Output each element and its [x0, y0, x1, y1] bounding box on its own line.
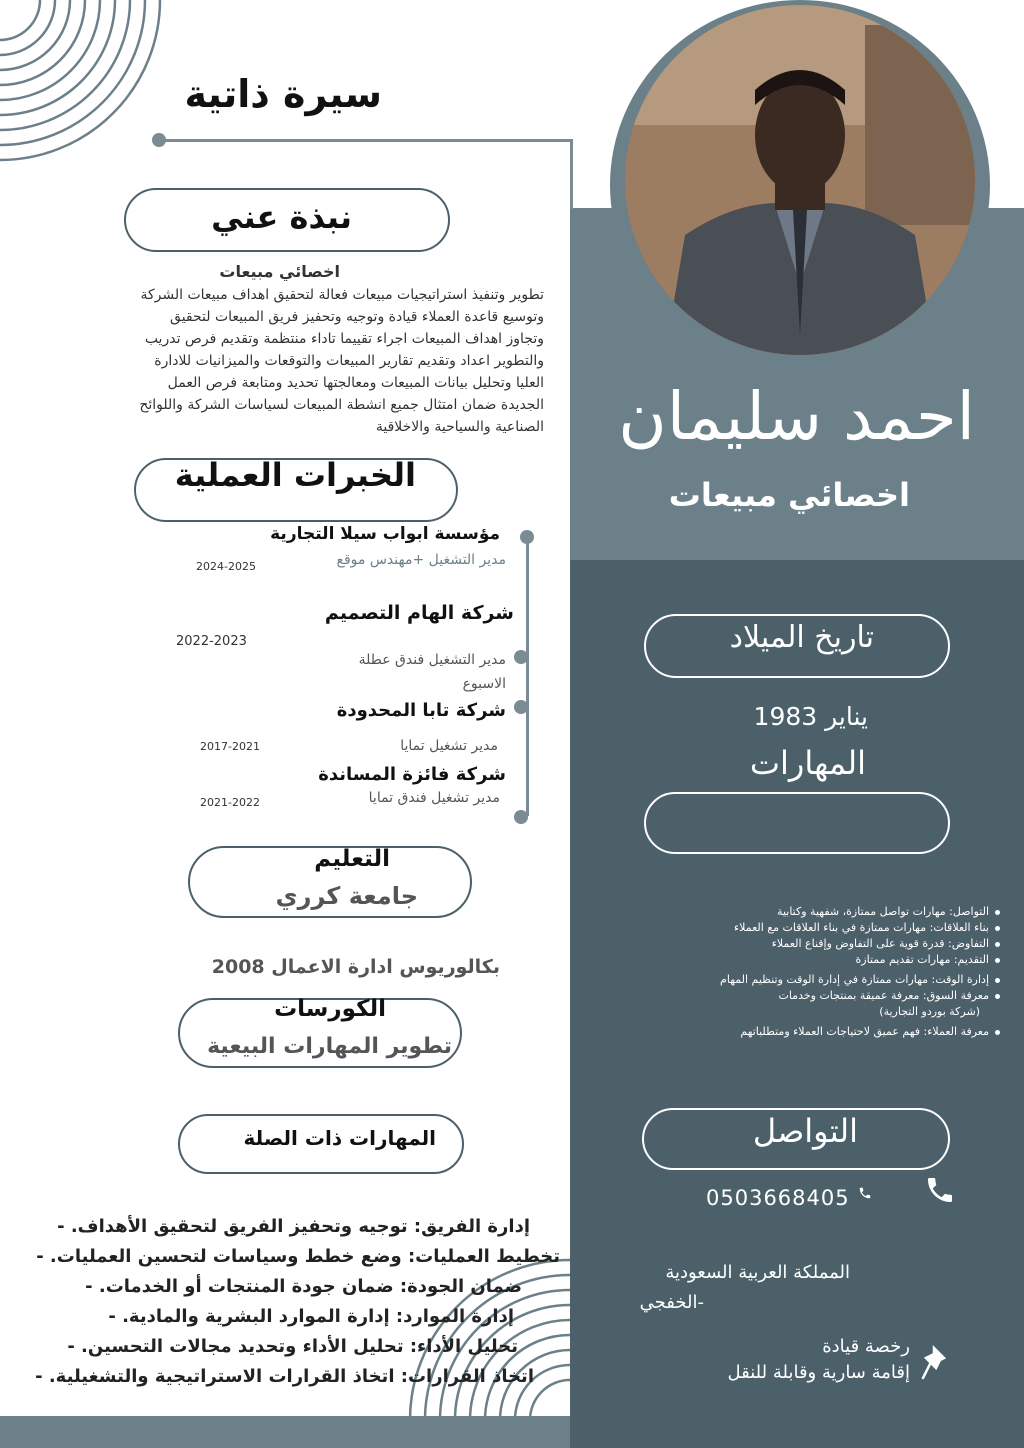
related-skill-item: تحليل الأداء: تحليل الأداء وتحديد مجالات التحسين. -	[67, 1336, 518, 1357]
experience-timeline-line	[526, 538, 529, 816]
exp-role: مدير تشغيل فندق تمايا	[368, 790, 500, 806]
skill-text: بناء العلاقات: مهارات ممتازة في بناء العلاقات مع العملاء	[734, 921, 989, 934]
related-skill-item: تخطيط العمليات: وضع خطط وسياسات لتحسين العمليات. -	[36, 1246, 560, 1267]
person-job-title: اخصائي مبيعات	[668, 476, 910, 514]
bottom-strip	[0, 1416, 570, 1448]
experience-heading: الخبرات العملية	[174, 456, 416, 494]
contact-residency: إقامة سارية وقابلة للنقل	[727, 1362, 910, 1383]
title-connector-dot	[152, 133, 166, 147]
decorative-arcs-top	[0, 0, 170, 200]
skill-item	[610, 952, 1000, 968]
exp-company: شركة فائزة المساندة	[318, 764, 506, 785]
page-title: سيرة ذاتية	[184, 72, 382, 116]
skill-item	[610, 936, 1000, 952]
timeline-dot	[520, 530, 534, 544]
birth-value: يناير 1983	[753, 702, 868, 731]
profile-photo-illustration	[625, 5, 975, 355]
education-heading: التعليم	[314, 846, 390, 872]
about-line: الصناعية والسياحية والاخلاقية	[375, 419, 544, 435]
skill-item	[610, 1004, 1000, 1020]
skills-heading: المهارات	[749, 744, 866, 782]
skill-text: معرفة العملاء: فهم عميق لاحتياجات العملاء ومتطلباتهم	[740, 1025, 989, 1038]
bullet-icon	[995, 910, 1000, 915]
contact-heading: التواصل	[752, 1112, 858, 1150]
related-skills-list	[35, 1216, 560, 1396]
timeline-dot	[514, 810, 528, 824]
contact-country: المملكة العربية السعودية	[665, 1262, 850, 1283]
education-university: جامعة كرري	[275, 882, 418, 910]
skill-text: معرفة السوق: معرفة عميقة بمنتجات وخدمات	[778, 989, 989, 1002]
bullet-icon	[995, 978, 1000, 983]
skill-item	[610, 988, 1000, 1004]
skills-list	[610, 904, 1000, 1040]
related-skills-heading: المهارات ذات الصلة	[243, 1126, 436, 1150]
courses-heading: الكورسات	[274, 996, 386, 1022]
exp-company: مؤسسة ابواب سيلا التجارية	[270, 524, 500, 544]
skill-item	[610, 972, 1000, 988]
about-heading: نبذة عني	[211, 198, 352, 236]
small-phone-icon	[858, 1186, 872, 1200]
related-skill-item: إدارة الموارد: إدارة الموارد البشرية والمادية. -	[108, 1306, 514, 1327]
about-line: العليا وتحليل بيانات المبيعات ومعالجتها تحديد ومتابعة فرص العمل	[167, 375, 544, 391]
skill-text: التواصل: مهارات تواصل ممتازة، شفهية وكتابية	[777, 905, 989, 918]
profile-photo	[625, 5, 975, 355]
related-skill-item: إدارة الفريق: توجيه وتحفيز الفريق لتحقيق الأهداف. -	[57, 1216, 530, 1237]
pushpin-icon	[920, 1344, 950, 1384]
about-subtitle: اخصائي مبيعات	[219, 262, 340, 281]
exp-years: 2017-2021	[200, 740, 260, 753]
skill-text: إدارة الوقت: مهارات ممتازة في إدارة الوقت وتنظيم المهام	[720, 973, 989, 986]
bullet-icon	[995, 994, 1000, 999]
related-skill-item: اتخاذ القرارات: اتخاذ القرارات الاستراتيجية والتشغيلية. -	[35, 1366, 534, 1387]
bullet-icon	[995, 1030, 1000, 1035]
bullet-icon	[995, 942, 1000, 947]
bullet-icon	[995, 958, 1000, 963]
about-line: وتجاوز اهداف المبيعات اجراء تقييما تاداء منتظمة وتقديم فرص تدريب	[144, 331, 544, 347]
contact-license: رخصة قيادة	[822, 1336, 910, 1357]
contact-city: -الخفجي	[639, 1292, 704, 1313]
exp-years: 2022-2023	[176, 634, 247, 649]
timeline-dot	[514, 650, 528, 664]
about-line: تطوير وتنفيذ استراتيجيات مبيعات فعالة لتحقيق اهداف مبيعات الشركة	[140, 287, 544, 303]
related-skill-item: ضمان الجودة: ضمان جودة المنتجات أو الخدمات. -	[85, 1276, 522, 1297]
exp-company: شركة الهام التصميم	[324, 602, 514, 624]
title-connector-line	[160, 139, 572, 142]
about-line: والتطوير اعداد وتقديم تقارير المبيعات والتوقعات والميزانيات للادارة	[154, 353, 544, 369]
skill-item	[610, 904, 1000, 920]
skill-text: التفاوض: قدرة قوية على التفاوض وإقناع العملاء	[771, 937, 989, 950]
skill-item	[610, 1024, 1000, 1040]
skill-item	[610, 920, 1000, 936]
skill-text: التقديم: مهارات تقديم ممتازة	[855, 953, 989, 966]
phone-icon[interactable]	[924, 1174, 956, 1206]
exp-role-continued: الاسبوع	[462, 676, 506, 692]
title-connector-drop	[570, 139, 573, 209]
exp-years: 2021-2022	[200, 796, 260, 809]
skills-pill	[644, 792, 950, 854]
exp-role: مدير تشغيل تمايا	[400, 738, 498, 754]
bullet-icon	[995, 926, 1000, 931]
about-text	[40, 284, 544, 438]
contact-phone[interactable]: 0503668405	[706, 1186, 850, 1210]
about-line: وتوسيع قاعدة العملاء قيادة وتوجيه وتحفيز فريق المبيعات لتحقيق	[170, 309, 544, 325]
about-line: الجديدة ضمان امتثال جميع انشطة المبيعات لسياسات الشركة واللوائح	[139, 397, 544, 413]
exp-years: 2024-2025	[196, 560, 256, 573]
timeline-dot	[514, 700, 528, 714]
person-name: احمد سليمان	[618, 378, 975, 455]
exp-role: مدير التشغيل +مهندس موقع	[336, 552, 506, 568]
education-degree: بكالوريوس ادارة الاعمال 2008	[211, 956, 500, 978]
courses-item: تطوير المهارات البيعية	[207, 1034, 452, 1059]
exp-company: شركة تابا المحدودة	[336, 700, 506, 721]
birth-heading: تاريخ الميلاد	[729, 620, 874, 655]
skill-text: (شركة بوردو التجارية)	[879, 1005, 980, 1018]
exp-role: مدير التشغيل فندق عطلة	[358, 652, 506, 668]
